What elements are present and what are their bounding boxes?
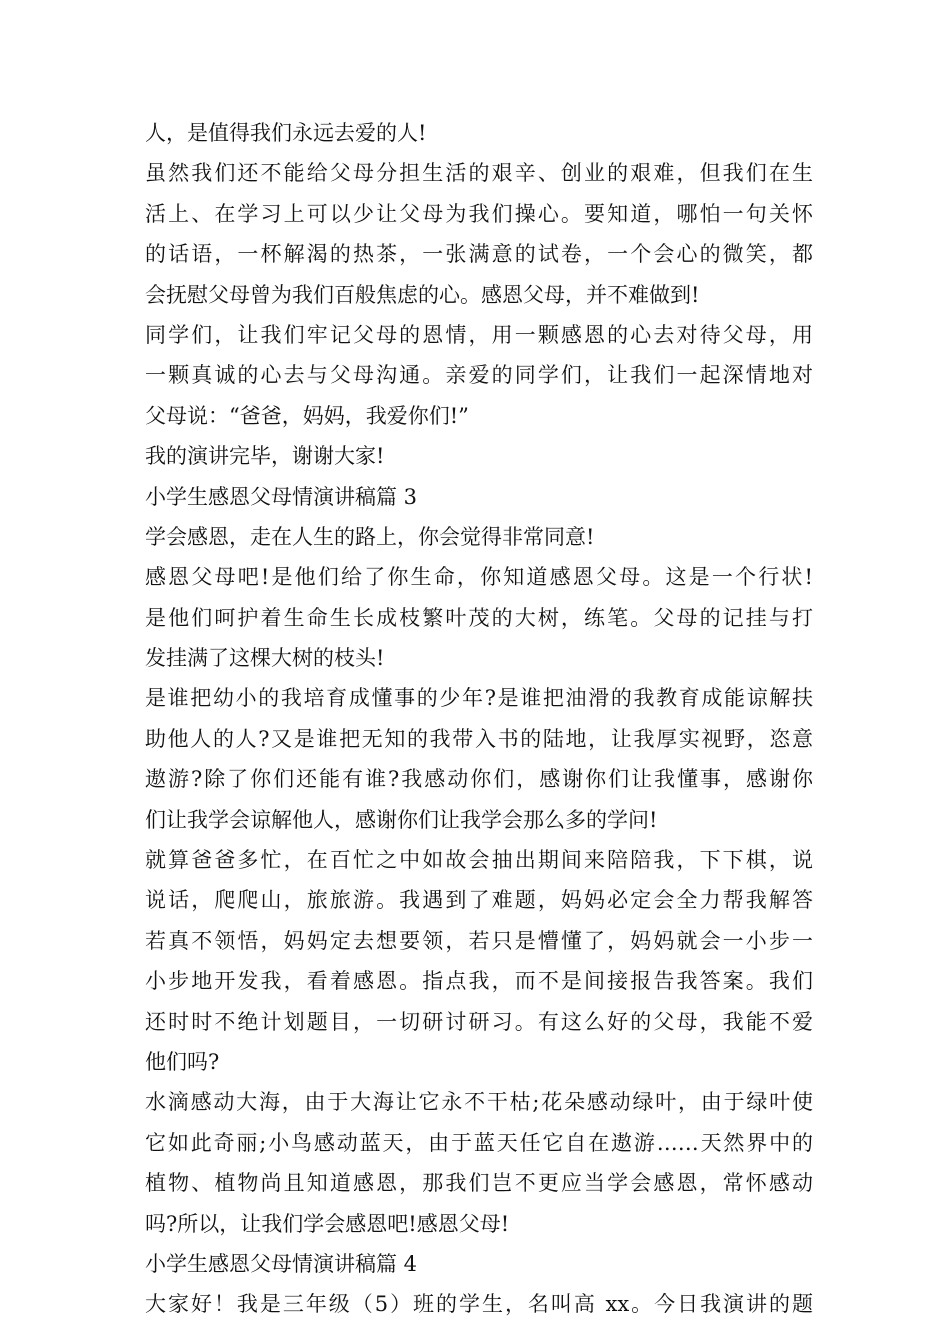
text-line: 发挂满了这棵大树的枝头! (145, 646, 385, 671)
text-line: 他们吗? (145, 1049, 220, 1074)
text-line: 是谁把幼小的我培育成懂事的少年?是谁把油滑的我教育成能谅解扶 (145, 686, 813, 711)
text-line: 虽然我们还不能给父母分担生活的艰辛、创业的艰难，但我们在生 (145, 161, 813, 186)
text-line: 助他人的人?又是谁把无知的我带入书的陆地，让我厚实视野，恣意 (145, 726, 813, 751)
text-line: 水滴感动大海，由于大海让它永不干枯;花朵感动绿叶，由于绿叶使 (145, 1090, 813, 1115)
text-line: 同学们，让我们牢记父母的恩情，用一颗感恩的心去对待父母，用 (145, 322, 813, 347)
text-line: 活上、在学习上可以少让父母为我们操心。要知道，哪怕一句关怀 (145, 201, 813, 226)
text-line: 们让我学会谅解他人，感谢你们让我学会那么多的学问! (145, 807, 658, 832)
text-line: 遨游?除了你们还能有谁?我感动你们，感谢你们让我懂事，感谢你 (145, 767, 813, 792)
text-line: 吗?所以，让我们学会感恩吧!感恩父母! (145, 1211, 510, 1236)
text-line: 小步地开发我，看着感恩。指点我，而不是间接报告我答案。我们 (145, 969, 813, 994)
text-line: 感恩父母吧!是他们给了你生命，你知道感恩父母。这是一个行状! (145, 565, 813, 590)
text-line: 人，是值得我们永远去爱的人! (145, 121, 427, 145)
text-line: 小学生感恩父母情演讲稿篇 4 (145, 1251, 418, 1276)
text-line: 说话，爬爬山，旅旅游。我遇到了难题，妈妈必定会全力帮我解答 (145, 888, 813, 913)
text-line: 小学生感恩父母情演讲稿篇 3 (145, 484, 418, 509)
text-line: 的话语，一杯解渴的热茶，一张满意的试卷，一个会心的微笑，都 (145, 242, 813, 267)
text-line: 学会感恩，走在人生的路上，你会觉得非常同意! (145, 524, 595, 549)
text-line: 就算爸爸多忙，在百忙之中如故会抽出期间来陪陪我，下下棋，说 (145, 848, 813, 873)
text-line: 它如此奇丽;小鸟感动蓝天，由于蓝天任它自在遨游……天然界中的 (145, 1130, 813, 1155)
text-line: 会抚慰父母曾为我们百般焦虑的心。感恩父母，并不难做到! (145, 282, 700, 307)
text-line: 父母说：“爸爸，妈妈，我爱你们!” (145, 403, 469, 428)
document-body (145, 113, 813, 1325)
text-line: 植物、植物尚且知道感恩，那我们岂不更应当学会感恩，常怀感动 (145, 1171, 813, 1196)
text-line: 是他们呵护着生命生长成枝繁叶茂的大树，练笔。父母的记挂与打 (145, 605, 813, 630)
text-line: 我的演讲完毕，谢谢大家! (145, 444, 385, 469)
text-line: 若真不领悟，妈妈定去想要领，若只是懵懂了，妈妈就会一小步一 (145, 928, 813, 953)
text-line: 还时时不绝计划题目，一切研讨研习。有这么好的父母，我能不爱 (145, 1009, 813, 1034)
text-line: 大家好！我是三年级（5）班的学生，名叫高 xx。今日我演讲的题 (145, 1292, 813, 1317)
text-line: 一颗真诚的心去与父母沟通。亲爱的同学们，让我们一起深情地对 (145, 363, 813, 388)
